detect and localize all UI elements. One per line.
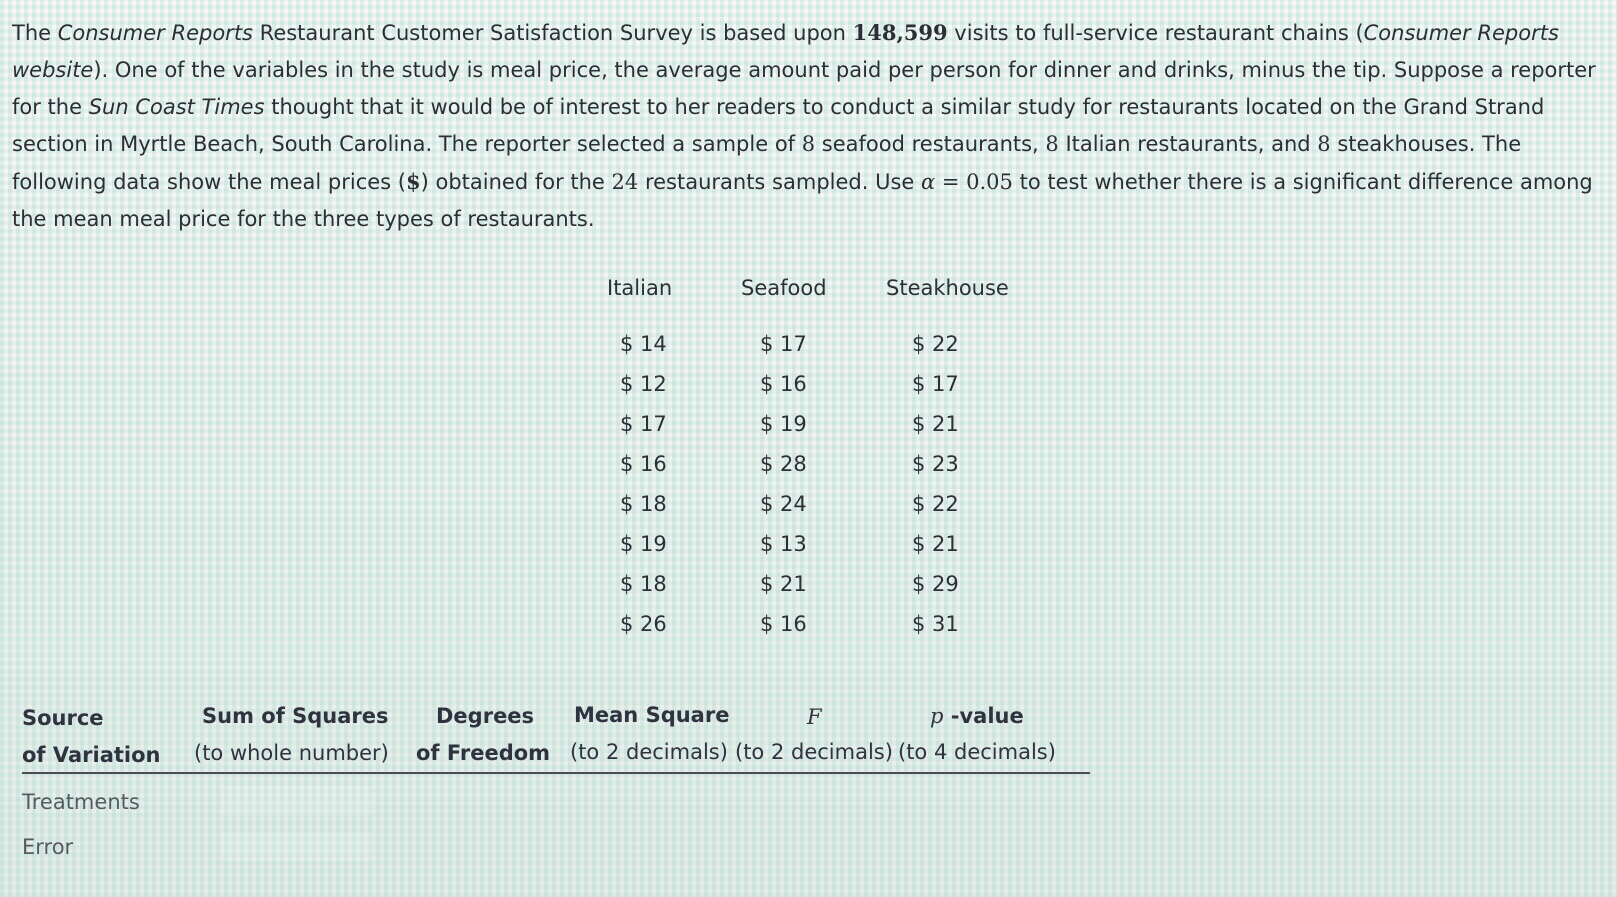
steakhouse-count: 8 bbox=[1317, 132, 1331, 156]
problem-text: The bbox=[12, 21, 58, 45]
seafood-price: $ 13 bbox=[760, 532, 807, 556]
problem-source-title: Consumer Reports bbox=[57, 21, 253, 45]
header-p-letter: p bbox=[930, 704, 944, 728]
problem-text: steakhouses. The following data show the meal prices ( bbox=[12, 132, 1522, 194]
newspaper-name: Sun Coast Times bbox=[88, 95, 265, 119]
italian-price: $ 14 bbox=[620, 332, 667, 356]
seafood-price: $ 24 bbox=[760, 492, 807, 516]
seafood-price: $ 21 bbox=[760, 572, 807, 596]
header-p-value bbox=[930, 704, 1024, 728]
column-header-seafood: Seafood bbox=[741, 276, 827, 300]
problem-text: thought that it would be of interest to her readers to conduct a similar study for restaurants located on the Grand Strand section in Myrtle Beach, South Carolina. The reporter selected a sample of bbox=[12, 95, 1545, 156]
italian-count: 8 bbox=[1045, 132, 1059, 156]
italian-price: $ 12 bbox=[620, 372, 667, 396]
italian-price: $ 17 bbox=[620, 412, 667, 436]
seafood-price: $ 19 bbox=[760, 412, 807, 436]
header-source: Source bbox=[22, 706, 104, 730]
problem-statement bbox=[12, 14, 1597, 238]
problem-source-website: Consumer Reports website bbox=[12, 21, 1559, 82]
header-sum-of-squares: Sum of Squares bbox=[202, 704, 389, 728]
problem-text: ). One of the variables in the study is meal price, the average amount paid per person for dinner and drinks, minus the tip. Suppose a reporter for the bbox=[12, 58, 1596, 119]
seafood-price: $ 16 bbox=[760, 612, 807, 636]
steakhouse-price: $ 31 bbox=[912, 612, 959, 636]
header-mean-square-note: (to 2 decimals) bbox=[570, 740, 728, 764]
steakhouse-price: $ 22 bbox=[912, 492, 959, 516]
alpha-symbol: α bbox=[921, 170, 936, 194]
header-degrees-sub: of Freedom bbox=[416, 741, 551, 765]
header-divider bbox=[22, 772, 1090, 774]
header-f: F bbox=[807, 705, 822, 729]
column-header-steakhouse: Steakhouse bbox=[886, 276, 1009, 300]
seafood-price: $ 28 bbox=[760, 452, 807, 476]
error-ss-input[interactable] bbox=[222, 831, 372, 861]
header-p-suffix: -value bbox=[943, 704, 1024, 728]
header-sum-of-squares-note: (to whole number) bbox=[194, 741, 389, 765]
steakhouse-price: $ 21 bbox=[912, 532, 959, 556]
equals-sign: = bbox=[935, 170, 967, 194]
italian-price: $ 26 bbox=[620, 612, 667, 636]
header-source-sub: of Variation bbox=[22, 743, 161, 767]
steakhouse-price: $ 23 bbox=[912, 452, 959, 476]
italian-price: $ 18 bbox=[620, 572, 667, 596]
problem-text: to test whether there is a significant difference among the mean meal price for the three types of restaurants. bbox=[12, 170, 1593, 231]
seafood-price: $ 17 bbox=[760, 332, 807, 356]
italian-price: $ 19 bbox=[620, 532, 667, 556]
column-header-italian: Italian bbox=[607, 276, 673, 300]
visit-count: 148,599 bbox=[852, 20, 948, 45]
italian-price: $ 18 bbox=[620, 492, 667, 516]
problem-text: Restaurant Customer Satisfaction Survey is based upon bbox=[253, 21, 853, 45]
header-f-note: (to 2 decimals) bbox=[735, 740, 893, 764]
italian-price: $ 16 bbox=[620, 452, 667, 476]
dollar-sign: $ bbox=[405, 169, 421, 194]
row-label-treatments: Treatments bbox=[22, 790, 140, 814]
header-p-value-note: (to 4 decimals) bbox=[898, 740, 1056, 764]
steakhouse-price: $ 29 bbox=[912, 572, 959, 596]
alpha-value: 0.05 bbox=[966, 170, 1013, 194]
header-degrees: Degrees bbox=[436, 704, 535, 728]
header-mean-square: Mean Square bbox=[574, 703, 730, 727]
problem-text: Italian restaurants, and bbox=[1058, 132, 1318, 156]
steakhouse-price: $ 17 bbox=[912, 372, 959, 396]
problem-text: visits to full-service restaurant chains ( bbox=[947, 21, 1364, 45]
problem-text: ) obtained for the bbox=[420, 170, 612, 194]
seafood-price: $ 16 bbox=[760, 372, 807, 396]
problem-text: seafood restaurants, bbox=[815, 132, 1046, 156]
steakhouse-price: $ 22 bbox=[912, 332, 959, 356]
seafood-count: 8 bbox=[801, 132, 816, 156]
treatments-ss-input[interactable] bbox=[222, 786, 372, 816]
row-label-error: Error bbox=[22, 835, 74, 859]
problem-text: restaurants sampled. Use bbox=[638, 170, 921, 194]
restaurant-total: 24 bbox=[611, 170, 639, 194]
steakhouse-price: $ 21 bbox=[912, 412, 959, 436]
